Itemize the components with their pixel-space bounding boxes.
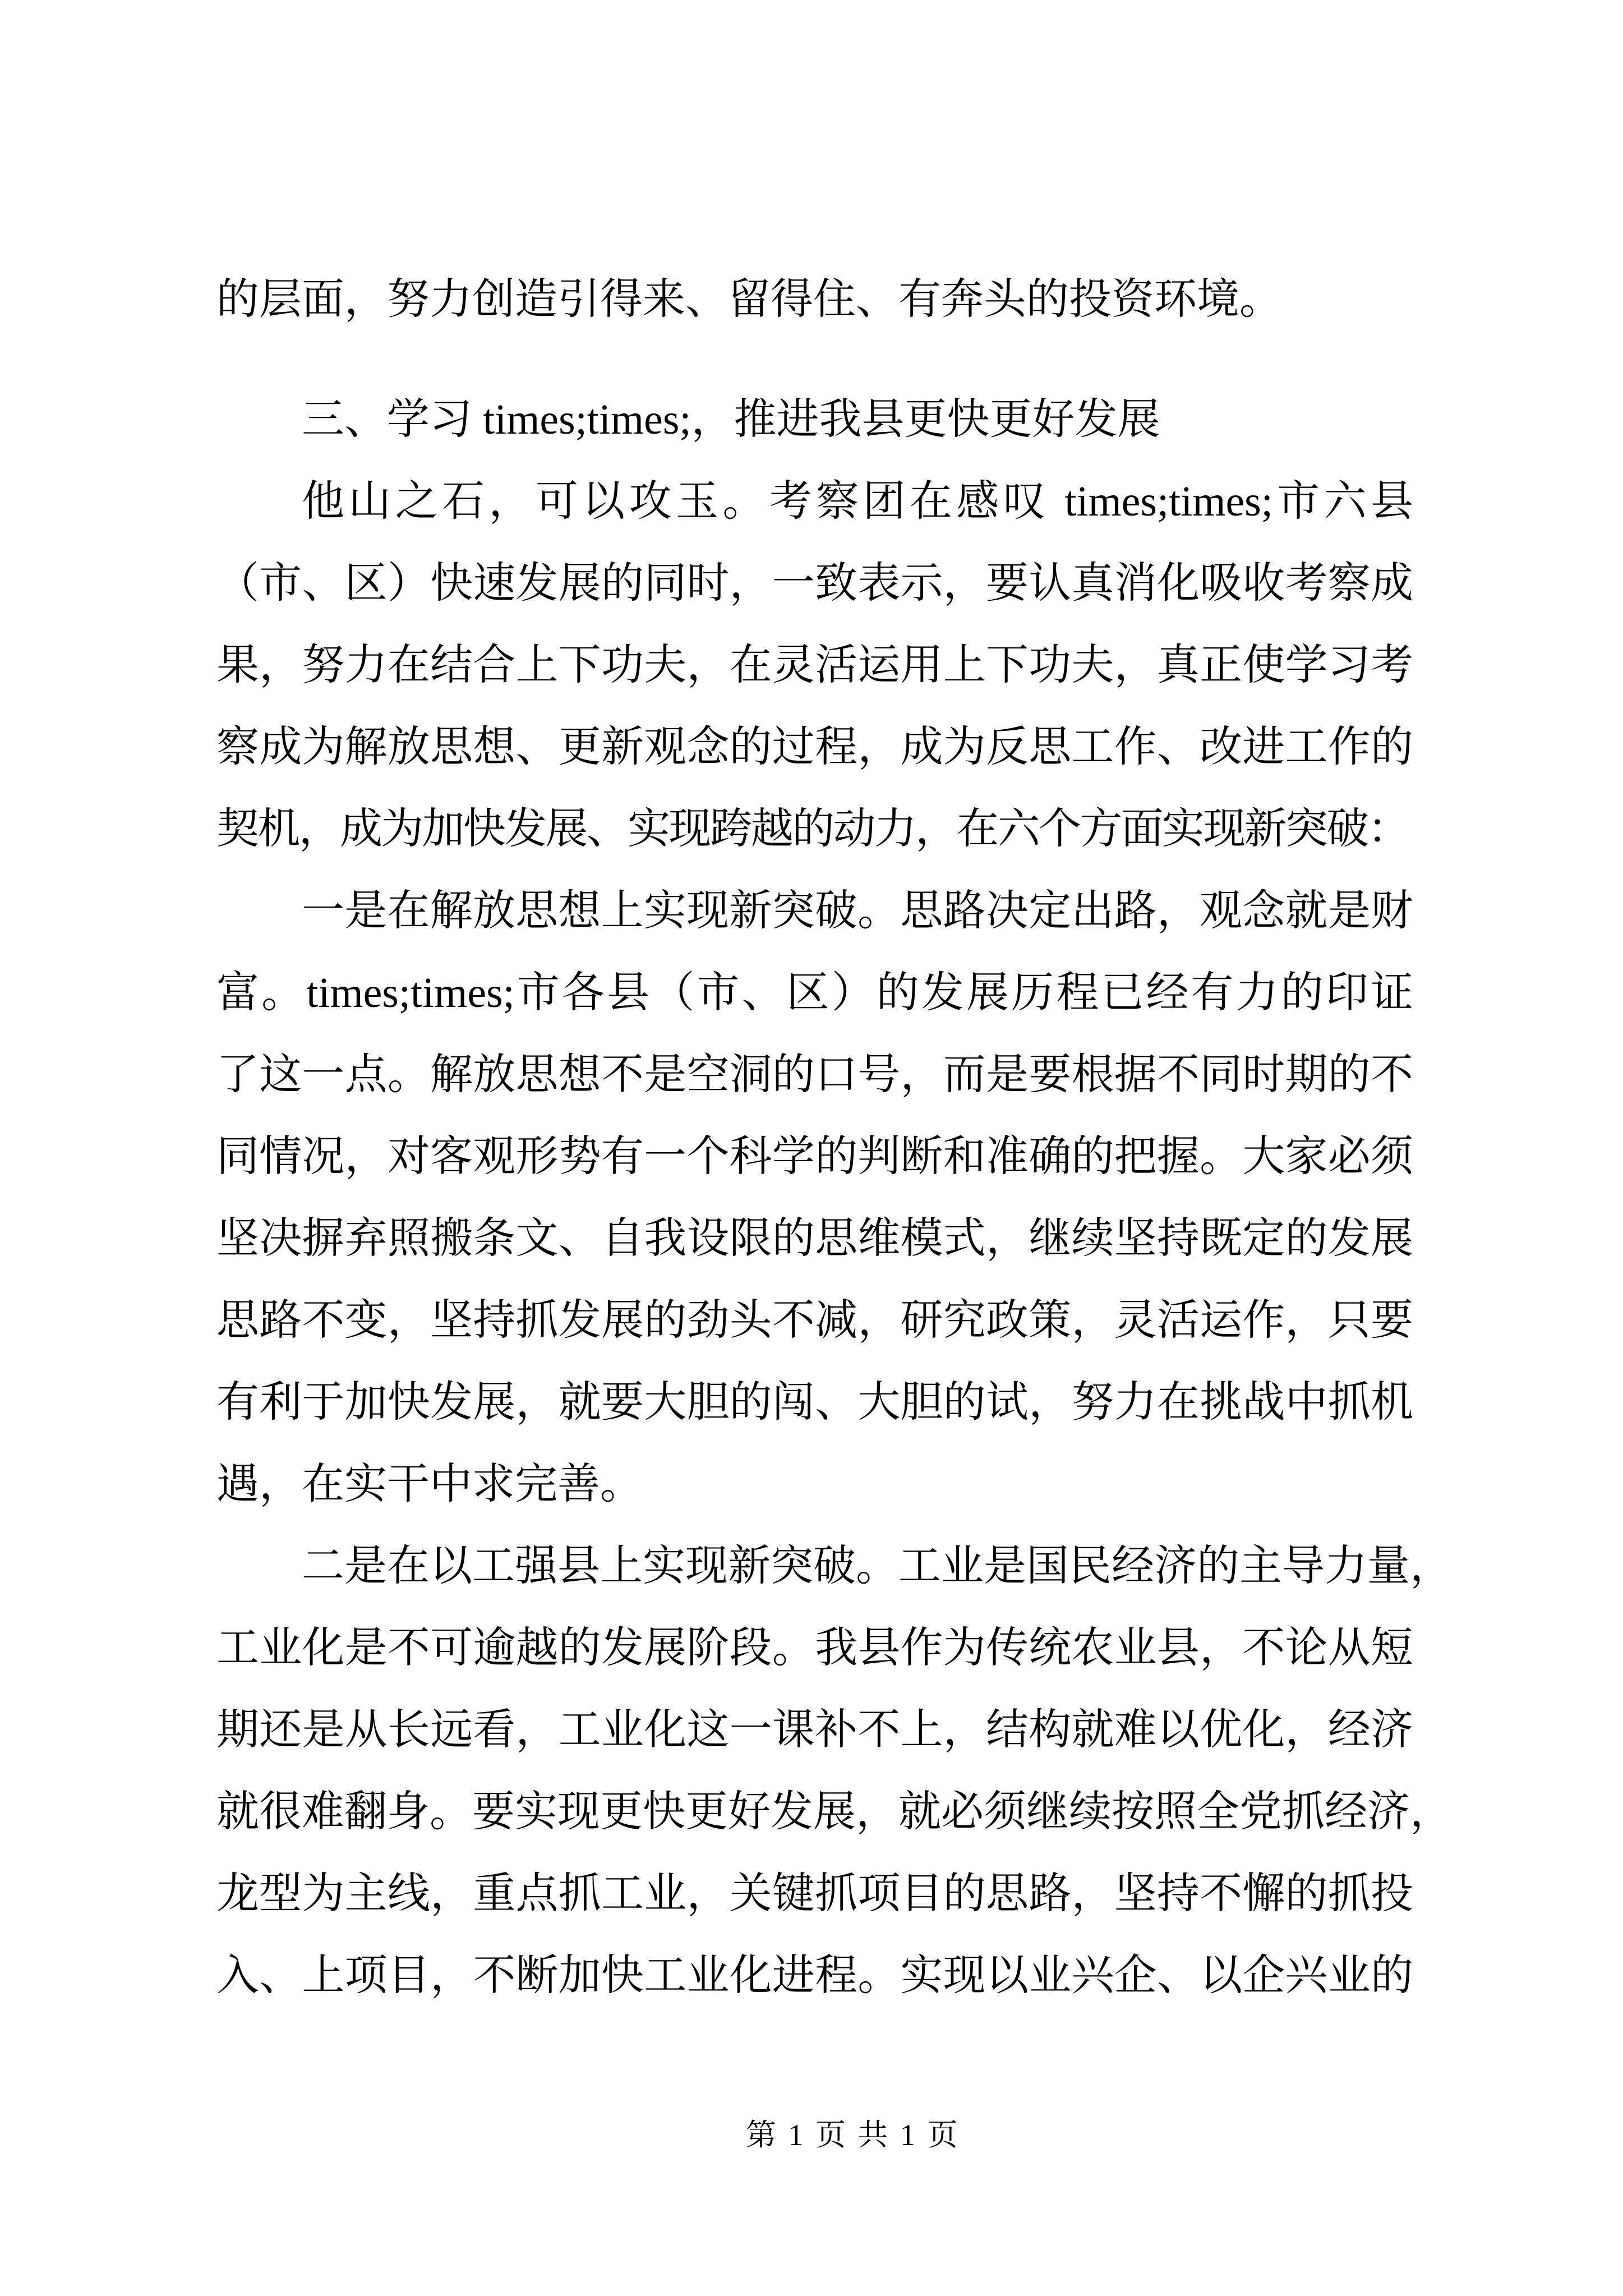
text-line: 工业化是不可逾越的发展阶段。我县作为传统农业县，不论从短: [216, 1625, 1413, 1672]
text-line: （市、区）快速发展的同时，一致表示，要认真消化吸收考察成: [216, 560, 1413, 607]
text-line: 的层面，努力创造引得来、留得住、有奔头的投资环境。: [216, 276, 1282, 323]
text-line: 了这一点。解放思想不是空洞的口号，而是要根据不同时期的不: [216, 1051, 1413, 1098]
text-line: 同情况，对客观形势有一个科学的判断和准确的把握。大家必须: [216, 1133, 1413, 1180]
text-line: 有利于加快发展，就要大胆的闯、大胆的试，努力在挑战中抓机: [216, 1379, 1413, 1426]
document-body: [216, 259, 1453, 2017]
text-line: 察成为解放思想、更新观念的过程，成为反思工作、改进工作的: [216, 724, 1413, 771]
paragraph: [216, 1525, 1453, 2017]
heading-line: 三、学习 times;times;，推进我县更快更好发展: [302, 396, 1160, 443]
text-line: 契机，成为加快发展、实现跨越的动力，在六个方面实现新突破：: [216, 806, 1409, 853]
page-footer: [746, 2118, 960, 2152]
section-heading: [216, 379, 1413, 461]
text-line: 富。times;times;市各县（市、区）的发展历程已经有力的印证: [216, 969, 1413, 1016]
text-line: 遇，在实干中求完善。: [216, 1461, 643, 1508]
text-line: 他山之石，可以攻玉。考察团在感叹 times;times;市六县: [302, 478, 1413, 525]
paragraph: [216, 870, 1413, 1525]
page-number: 第 1 页 共 1 页: [746, 2118, 960, 2152]
text-line: 坚决摒弃照搬条文、自我设限的思维模式，继续坚持既定的发展: [216, 1215, 1413, 1262]
text-line: 期还是从长远看，工业化这一课补不上，结构就难以优化，经济: [216, 1706, 1413, 1754]
text-line: 二是在以工强县上实现新突破。工业是国民经济的主导力量，: [302, 1543, 1453, 1590]
text-line: 就很难翻身。要实现更快更好发展，就必须继续按照全党抓经济，: [216, 1788, 1453, 1835]
text-line: 入、上项目，不断加快工业化进程。实现以业兴企、以企兴业的: [216, 1952, 1413, 1999]
text-line: 果，努力在结合上下功夫，在灵活运用上下功夫，真正使学习考: [216, 642, 1413, 689]
paragraph: [216, 259, 1413, 341]
text-line: 一是在解放思想上实现新突破。思路决定出路，观念就是财: [302, 887, 1413, 935]
text-line: 龙型为主线，重点抓工业，关键抓项目的思路，坚持不懈的抓投: [216, 1870, 1413, 1917]
text-line: 思路不变，坚持抓发展的劲头不减，研究政策，灵活运作，只要: [216, 1297, 1413, 1344]
paragraph: [216, 461, 1413, 870]
